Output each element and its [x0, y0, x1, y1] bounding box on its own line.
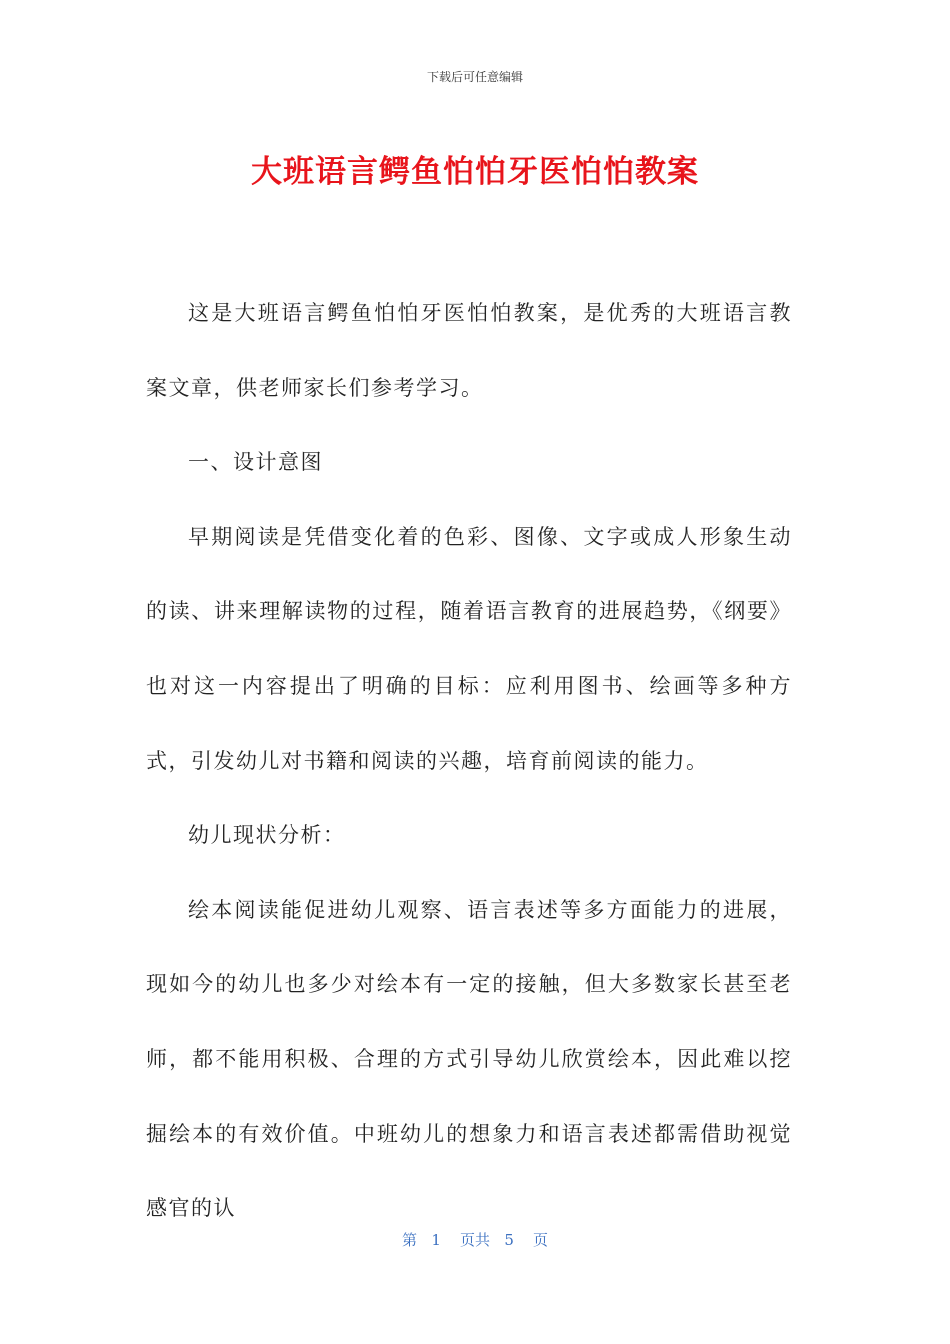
document-body — [146, 276, 792, 1246]
header-note: 下载后可任意编辑 — [426, 70, 523, 84]
paragraph-early-reading: 早期阅读是凭借变化着的色彩、图像、文字或成人形象生动的读、讲来理解读物的过程，随着语言教育的进展趋势，《纲要》也对这一内容提出了明确的目标：应利用图书、绘画等多种方式，引发幼儿对书籍和阅读的兴趣，培育前阅读的能力。 — [146, 524, 792, 773]
footer-page-total: 5 — [504, 1231, 514, 1249]
footer-page-number: 1 — [431, 1231, 441, 1249]
section-heading-child-analysis: 幼儿现状分析： — [188, 823, 346, 848]
paragraph-picture-book: 绘本阅读能促进幼儿观察、语言表述等多方面能力的进展，现如今的幼儿也多少对绘本有一定的接触，但大多数家长甚至老师，都不能用积极、合理的方式引导幼儿欣赏绘本，因此难以挖掘绘本的有效价值。中班幼儿的想象力和语言表述都需借助视觉感官的认 — [146, 897, 792, 1221]
footer-page-prefix: 第 — [402, 1231, 418, 1249]
footer-page-suffix: 页 — [532, 1231, 548, 1249]
paragraph-intro: 这是大班语言鳄鱼怕怕牙医怕怕教案，是优秀的大班语言教案文章，供老师家长们参考学习。 — [146, 301, 792, 400]
footer-page-mid: 页共 — [459, 1231, 490, 1249]
section-heading-design-intent: 一、设计意图 — [188, 450, 323, 475]
page-title: 大班语言鳄鱼怕怕牙医怕怕教案 — [251, 154, 699, 190]
page-footer — [0, 1229, 950, 1250]
